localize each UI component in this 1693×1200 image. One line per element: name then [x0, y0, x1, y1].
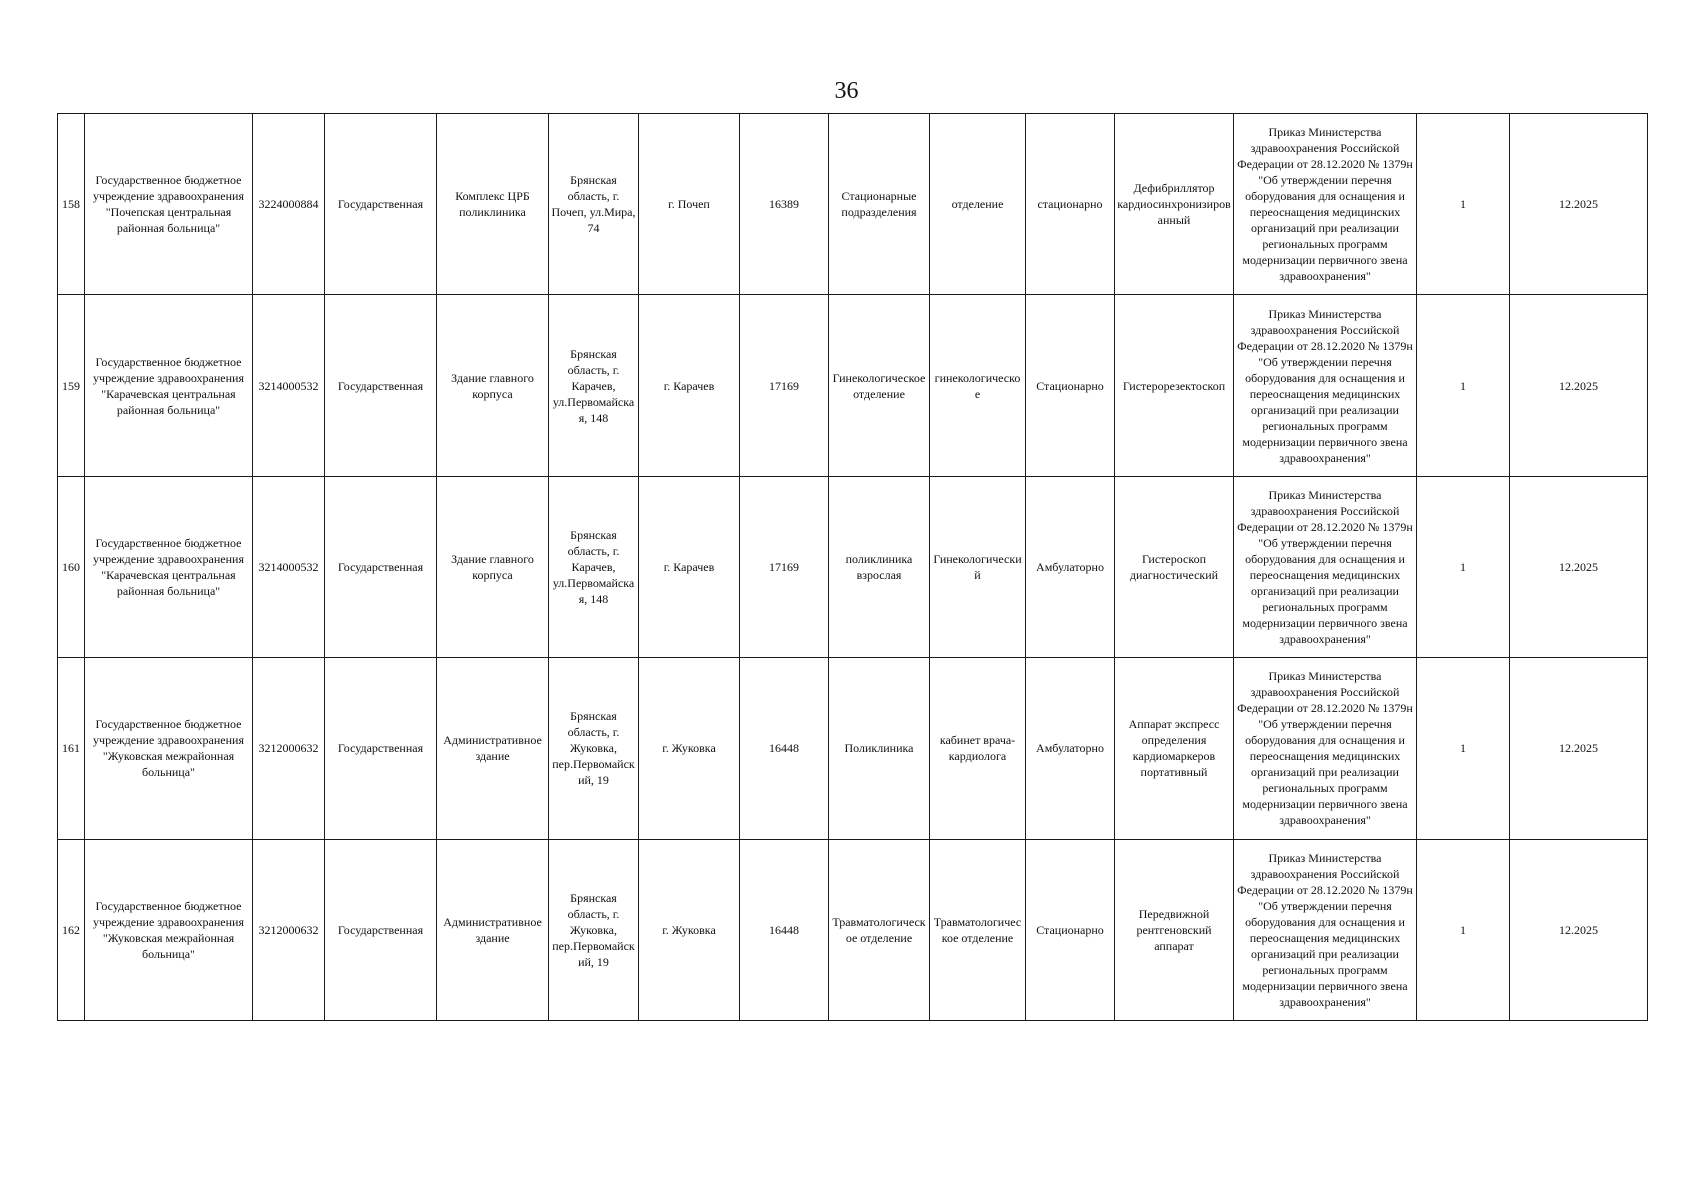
cell-care-form: Стационарно	[1026, 295, 1115, 476]
cell-row-number: 159	[58, 295, 85, 476]
cell-city: г. Почеп	[639, 114, 740, 295]
cell-basis: Приказ Министерства здравоохранения Российской Федерации от 28.12.2020 № 1379н "Об утверждении перечня оборудования для оснащения и переоснащения медицинских организаций при реализации региональных программ модернизации первичного звена здравоохранения"	[1234, 114, 1417, 295]
cell-address: Брянская область, г. Карачев, ул.Первомайская, 148	[549, 476, 639, 657]
cell-date: 12.2025	[1510, 476, 1648, 657]
cell-ownership: Государственная	[325, 839, 437, 1020]
cell-inn: 3224000884	[253, 114, 325, 295]
cell-building: Комплекс ЦРБ поликлиника	[437, 114, 549, 295]
cell-department: Травматологическое отделение	[930, 839, 1026, 1020]
table-row	[58, 114, 1648, 295]
cell-basis: Приказ Министерства здравоохранения Российской Федерации от 28.12.2020 № 1379н "Об утверждении перечня оборудования для оснащения и переоснащения медицинских организаций при реализации региональных программ модернизации первичного звена здравоохранения"	[1234, 658, 1417, 839]
cell-date: 12.2025	[1510, 295, 1648, 476]
cell-quantity: 1	[1417, 658, 1510, 839]
cell-building: Административное здание	[437, 839, 549, 1020]
cell-basis: Приказ Министерства здравоохранения Российской Федерации от 28.12.2020 № 1379н "Об утверждении перечня оборудования для оснащения и переоснащения медицинских организаций при реализации региональных программ модернизации первичного звена здравоохранения"	[1234, 839, 1417, 1020]
cell-row-number: 158	[58, 114, 85, 295]
cell-care-form: Амбулаторно	[1026, 658, 1115, 839]
cell-building: Административное здание	[437, 658, 549, 839]
cell-code: 17169	[740, 295, 829, 476]
cell-city: г. Жуковка	[639, 839, 740, 1020]
cell-department: отделение	[930, 114, 1026, 295]
cell-code: 17169	[740, 476, 829, 657]
cell-department: кабинет врача-кардиолога	[930, 658, 1026, 839]
cell-subdivision: Гинекологическое отделение	[829, 295, 930, 476]
cell-institution: Государственное бюджетное учреждение здравоохранения "Почепская центральная районная больница"	[85, 114, 253, 295]
table-row	[58, 295, 1648, 476]
cell-department: Гинекологический	[930, 476, 1026, 657]
cell-inn: 3214000532	[253, 476, 325, 657]
cell-basis: Приказ Министерства здравоохранения Российской Федерации от 28.12.2020 № 1379н "Об утверждении перечня оборудования для оснащения и переоснащения медицинских организаций при реализации региональных программ модернизации первичного звена здравоохранения"	[1234, 476, 1417, 657]
equipment-table	[57, 113, 1648, 1021]
cell-city: г. Карачев	[639, 476, 740, 657]
cell-quantity: 1	[1417, 839, 1510, 1020]
cell-address: Брянская область, г. Жуковка, пер.Первомайский, 19	[549, 839, 639, 1020]
cell-institution: Государственное бюджетное учреждение здравоохранения "Карачевская центральная районная больница"	[85, 295, 253, 476]
cell-institution: Государственное бюджетное учреждение здравоохранения "Жуковская межрайонная больница"	[85, 658, 253, 839]
cell-building: Здание главного корпуса	[437, 476, 549, 657]
table-row	[58, 658, 1648, 839]
cell-subdivision: Стационарные подразделения	[829, 114, 930, 295]
cell-subdivision: поликлиника взрослая	[829, 476, 930, 657]
cell-department: гинекологическое	[930, 295, 1026, 476]
cell-row-number: 162	[58, 839, 85, 1020]
table-row	[58, 839, 1648, 1020]
cell-date: 12.2025	[1510, 839, 1648, 1020]
cell-equipment: Гистероскоп диагностический	[1115, 476, 1234, 657]
cell-inn: 3214000532	[253, 295, 325, 476]
cell-code: 16389	[740, 114, 829, 295]
cell-city: г. Карачев	[639, 295, 740, 476]
cell-address: Брянская область, г. Почеп, ул.Мира, 74	[549, 114, 639, 295]
cell-quantity: 1	[1417, 114, 1510, 295]
cell-inn: 3212000632	[253, 658, 325, 839]
table-row	[58, 476, 1648, 657]
cell-row-number: 161	[58, 658, 85, 839]
cell-institution: Государственное бюджетное учреждение здравоохранения "Жуковская межрайонная больница"	[85, 839, 253, 1020]
cell-city: г. Жуковка	[639, 658, 740, 839]
cell-institution: Государственное бюджетное учреждение здравоохранения "Карачевская центральная районная больница"	[85, 476, 253, 657]
cell-equipment: Дефибриллятор кардиосинхронизированный	[1115, 114, 1234, 295]
cell-ownership: Государственная	[325, 295, 437, 476]
cell-equipment: Передвижной рентгеновский аппарат	[1115, 839, 1234, 1020]
cell-ownership: Государственная	[325, 658, 437, 839]
cell-address: Брянская область, г. Жуковка, пер.Первомайский, 19	[549, 658, 639, 839]
cell-quantity: 1	[1417, 295, 1510, 476]
page-number: 36	[834, 78, 859, 104]
cell-row-number: 160	[58, 476, 85, 657]
cell-ownership: Государственная	[325, 114, 437, 295]
cell-code: 16448	[740, 658, 829, 839]
cell-quantity: 1	[1417, 476, 1510, 657]
cell-ownership: Государственная	[325, 476, 437, 657]
cell-date: 12.2025	[1510, 114, 1648, 295]
cell-date: 12.2025	[1510, 658, 1648, 839]
cell-care-form: Амбулаторно	[1026, 476, 1115, 657]
cell-subdivision: Поликлиника	[829, 658, 930, 839]
cell-care-form: стационарно	[1026, 114, 1115, 295]
cell-inn: 3212000632	[253, 839, 325, 1020]
cell-subdivision: Травматологическое отделение	[829, 839, 930, 1020]
cell-care-form: Стационарно	[1026, 839, 1115, 1020]
cell-equipment: Аппарат экспресс определения кардиомаркеров портативный	[1115, 658, 1234, 839]
cell-address: Брянская область, г. Карачев, ул.Первомайская, 148	[549, 295, 639, 476]
cell-code: 16448	[740, 839, 829, 1020]
cell-equipment: Гистерорезектоскоп	[1115, 295, 1234, 476]
cell-building: Здание главного корпуса	[437, 295, 549, 476]
cell-basis: Приказ Министерства здравоохранения Российской Федерации от 28.12.2020 № 1379н "Об утверждении перечня оборудования для оснащения и переоснащения медицинских организаций при реализации региональных программ модернизации первичного звена здравоохранения"	[1234, 295, 1417, 476]
